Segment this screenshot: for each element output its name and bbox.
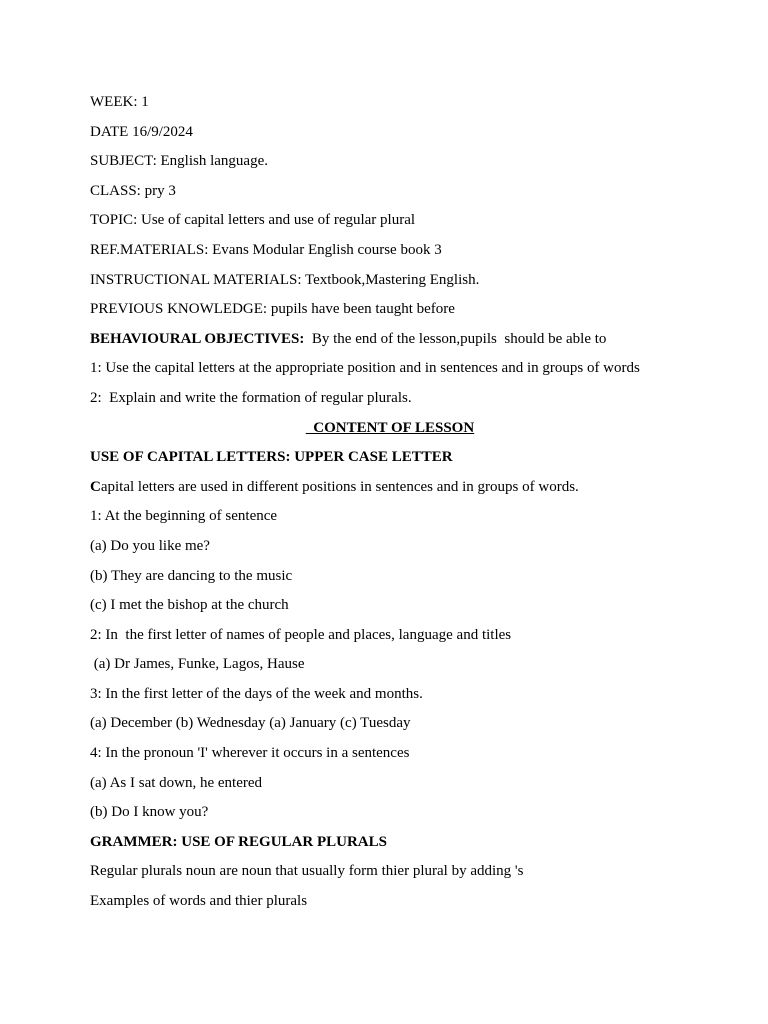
point-line: (b) They are dancing to the music bbox=[90, 567, 293, 584]
instructional-materials-line: INSTRUCTIONAL MATERIALS: Textbook,Mastering English. bbox=[90, 271, 480, 288]
document-page bbox=[90, 91, 690, 920]
objectives-line bbox=[90, 328, 690, 358]
point-line: 1: At the beginning of sentence bbox=[90, 508, 278, 525]
objectives-intro: By the end of the lesson,pupils should be able to bbox=[304, 330, 607, 347]
capital-letters-intro bbox=[90, 476, 690, 506]
point-line: (b) Do I know you? bbox=[90, 804, 209, 821]
point-line: 3: In the first letter of the days of the week and months. bbox=[90, 685, 423, 702]
point-line: 4: In the pronoun 'I' wherever it occurs in a sentences bbox=[90, 745, 410, 762]
point-line: (a) December (b) Wednesday (a) January (c) Tuesday bbox=[90, 715, 411, 732]
point-line: (a) As I sat down, he entered bbox=[90, 774, 263, 791]
content-heading bbox=[90, 417, 690, 447]
subject-line: SUBJECT: English language. bbox=[90, 153, 268, 170]
previous-knowledge-line: PREVIOUS KNOWLEDGE: pupils have been taught before bbox=[90, 301, 455, 318]
topic-line: TOPIC: Use of capital letters and use of regular plural bbox=[90, 212, 416, 229]
objective-item-1: 1: Use the capital letters at the appropriate position and in sentences and in groups of words bbox=[90, 360, 640, 377]
point-line: (a) Do you like me? bbox=[90, 537, 210, 554]
date-line: DATE 16/9/2024 bbox=[90, 123, 193, 140]
objective-item-2: 2: Explain and write the formation of regular plurals. bbox=[90, 389, 412, 406]
objectives-label: BEHAVIOURAL OBJECTIVES: bbox=[90, 330, 305, 347]
grammar-line: Examples of words and thier plurals bbox=[90, 893, 308, 910]
point-line: (a) Dr James, Funke, Lagos, Hause bbox=[90, 656, 305, 673]
point-line: (c) I met the bishop at the church bbox=[90, 597, 289, 614]
capital-letters-heading: USE OF CAPITAL LETTERS: UPPER CASE LETTER bbox=[90, 449, 453, 466]
ref-materials-line: REF.MATERIALS: Evans Modular English course book 3 bbox=[90, 241, 442, 258]
intro-rest: apital letters are used in different positions in sentences and in groups of words. bbox=[100, 478, 579, 495]
content-heading-text: CONTENT OF LESSON bbox=[305, 419, 475, 436]
week-line: WEEK: 1 bbox=[90, 94, 149, 110]
grammar-heading: GRAMMER: USE OF REGULAR PLURALS bbox=[90, 833, 387, 850]
point-line: 2: In the first letter of names of people and places, language and titles bbox=[90, 626, 512, 643]
intro-drop-letter: C bbox=[90, 478, 101, 495]
grammar-line: Regular plurals noun are noun that usually form thier plural by adding 's bbox=[90, 863, 524, 880]
class-line: CLASS: pry 3 bbox=[90, 182, 176, 199]
